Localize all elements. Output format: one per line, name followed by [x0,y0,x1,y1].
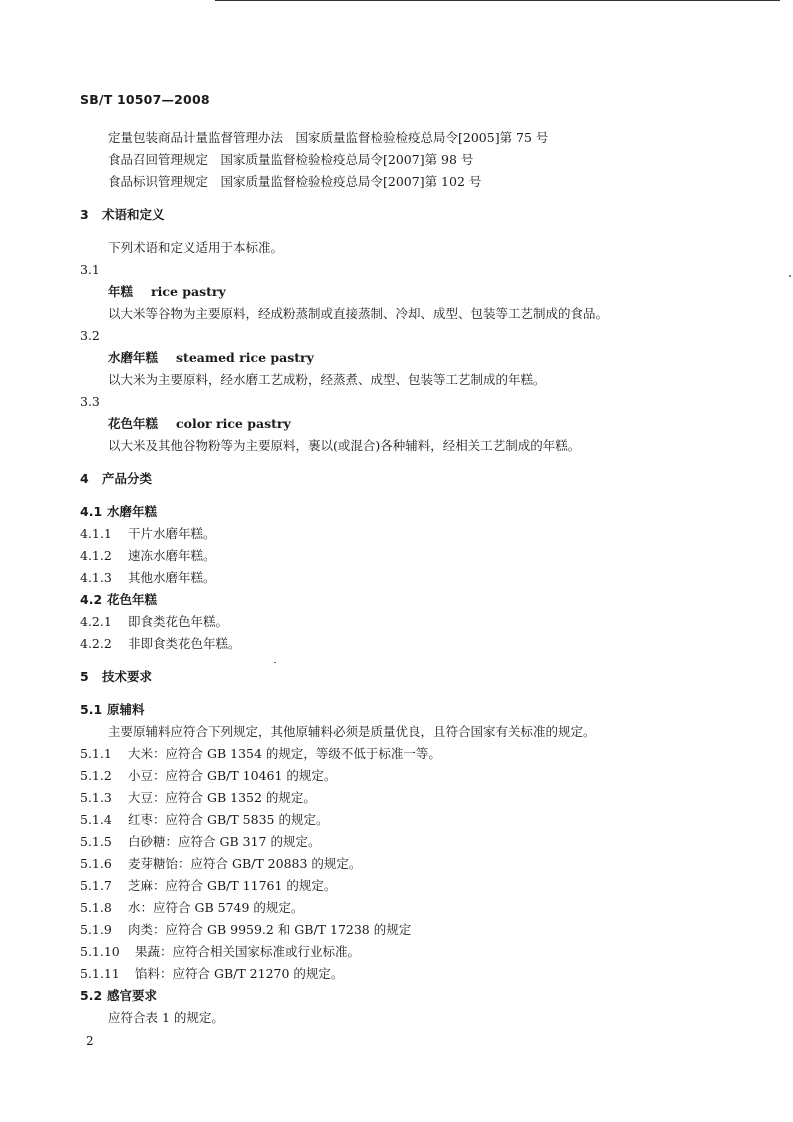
item-number: 5.1.8 [80,900,112,915]
subsection-number: 5.2 [80,988,103,1003]
reference-item: 食品召回管理规定 国家质量监督检验检疫总局令[2007]第 98 号 [108,152,474,167]
term-number: 3.1 [80,262,100,277]
subsection-title: 感官要求 [107,988,158,1003]
item-text: 速冻水磨年糕。 [128,548,216,563]
section-number: 5 [80,669,89,684]
subsection-text: 应符合表 1 的规定。 [108,1010,224,1025]
term-definition: 以大米等谷物为主要原料，经成粉蒸制或直接蒸制、冷却、成型、包装等工艺制成的食品。 [108,306,609,321]
subsection-heading [80,702,145,718]
item-text: 红枣：应符合 GB/T 5835 的规定。 [128,812,329,827]
item-text: 白砂糖：应符合 GB 317 的规定。 [128,834,321,849]
list-item [80,768,336,784]
subsection-number: 4.1 [80,504,103,519]
list-item [80,570,216,586]
item-text: 麦芽糖饴：应符合 GB/T 20883 的规定。 [128,856,362,871]
term-number: 3.2 [80,328,100,343]
term-en: rice pastry [151,284,226,299]
item-text: 即食类花色年糕。 [128,614,229,629]
item-number: 4.1.2 [80,548,112,563]
subsection-number: 5.1 [80,702,103,717]
subsection-title: 原辅料 [107,702,145,717]
item-text: 干片水磨年糕。 [128,526,216,541]
list-item [80,636,241,652]
reference-item: 食品标识管理规定 国家质量监督检验检疫总局令[2007]第 102 号 [108,174,482,189]
item-number: 4.1.3 [80,570,112,585]
item-text: 肉类：应符合 GB 9959.2 和 GB/T 17238 的规定 [128,922,412,937]
section-heading [80,471,152,487]
list-item [80,944,360,960]
item-number: 5.1.11 [80,966,120,981]
section-title: 技术要求 [102,669,153,684]
term-zh: 水磨年糕 [108,350,159,365]
subsection-heading [80,988,157,1004]
section-heading [80,669,152,685]
term-definition: 以大米为主要原料，经水磨工艺成粉，经蒸煮、成型、包装等工艺制成的年糕。 [108,372,546,387]
list-item [80,834,320,850]
scan-speck [274,662,276,663]
list-item [80,856,361,872]
subsection-intro: 主要原辅料应符合下列规定，其他原辅料必须是质量优良，且符合国家有关标准的规定。 [108,724,596,739]
item-text: 馅料：应符合 GB/T 21270 的规定。 [135,966,344,981]
term-zh: 年糕 [108,284,134,299]
top-rule [215,0,780,1]
subsection-title: 水磨年糕 [107,504,158,519]
term-title [108,350,314,366]
term-definition: 以大米及其他谷物粉等为主要原料，裹以(或混合)各种辅料，经相关工艺制成的年糕。 [108,438,581,453]
item-number: 4.2.2 [80,636,112,651]
item-number: 5.1.2 [80,768,112,783]
list-item [80,526,216,542]
list-item [80,746,441,762]
section-intro: 下列术语和定义适用于本标准。 [108,240,284,255]
item-number: 5.1.3 [80,790,112,805]
item-number: 5.1.1 [80,746,112,761]
section-number: 4 [80,471,89,486]
item-text: 非即食类花色年糕。 [128,636,241,651]
item-number: 5.1.9 [80,922,112,937]
item-number: 4.2.1 [80,614,112,629]
section-title: 产品分类 [102,471,153,486]
item-text: 大米：应符合 GB 1354 的规定，等级不低于标准一等。 [128,746,441,761]
subsection-title: 花色年糕 [107,592,158,607]
item-text: 果蔬：应符合相关国家标准或行业标准。 [135,944,361,959]
item-text: 大豆：应符合 GB 1352 的规定。 [128,790,316,805]
section-title: 术语和定义 [102,207,165,222]
item-number: 5.1.6 [80,856,112,871]
list-item [80,966,343,982]
subsection-heading [80,504,157,520]
item-number: 4.1.1 [80,526,112,541]
item-text: 小豆：应符合 GB/T 10461 的规定。 [128,768,337,783]
reference-item: 定量包装商品计量监督管理办法 国家质量监督检验检疫总局令[2005]第 75 号 [108,130,549,145]
term-en: steamed rice pastry [176,350,314,365]
list-item [80,900,303,916]
item-text: 其他水磨年糕。 [128,570,216,585]
item-number: 5.1.4 [80,812,112,827]
term-zh: 花色年糕 [108,416,159,431]
list-item [80,790,316,806]
list-item [80,614,228,630]
subsection-number: 4.2 [80,592,103,607]
document-code: SB/T 10507—2008 [80,92,210,107]
item-number: 5.1.5 [80,834,112,849]
scan-speck [789,275,791,277]
list-item [80,812,328,828]
section-number: 3 [80,207,89,222]
subsection-heading [80,592,157,608]
item-number: 5.1.10 [80,944,120,959]
section-heading [80,207,165,223]
list-item [80,922,411,938]
item-text: 水：应符合 GB 5749 的规定。 [128,900,304,915]
list-item [80,878,336,894]
term-title [108,284,226,300]
page-number: 2 [86,1034,94,1048]
term-number: 3.3 [80,394,100,409]
term-title [108,416,291,432]
term-en: color rice pastry [176,416,291,431]
item-text: 芝麻：应符合 GB/T 11761 的规定。 [128,878,337,893]
list-item [80,548,216,564]
item-number: 5.1.7 [80,878,112,893]
